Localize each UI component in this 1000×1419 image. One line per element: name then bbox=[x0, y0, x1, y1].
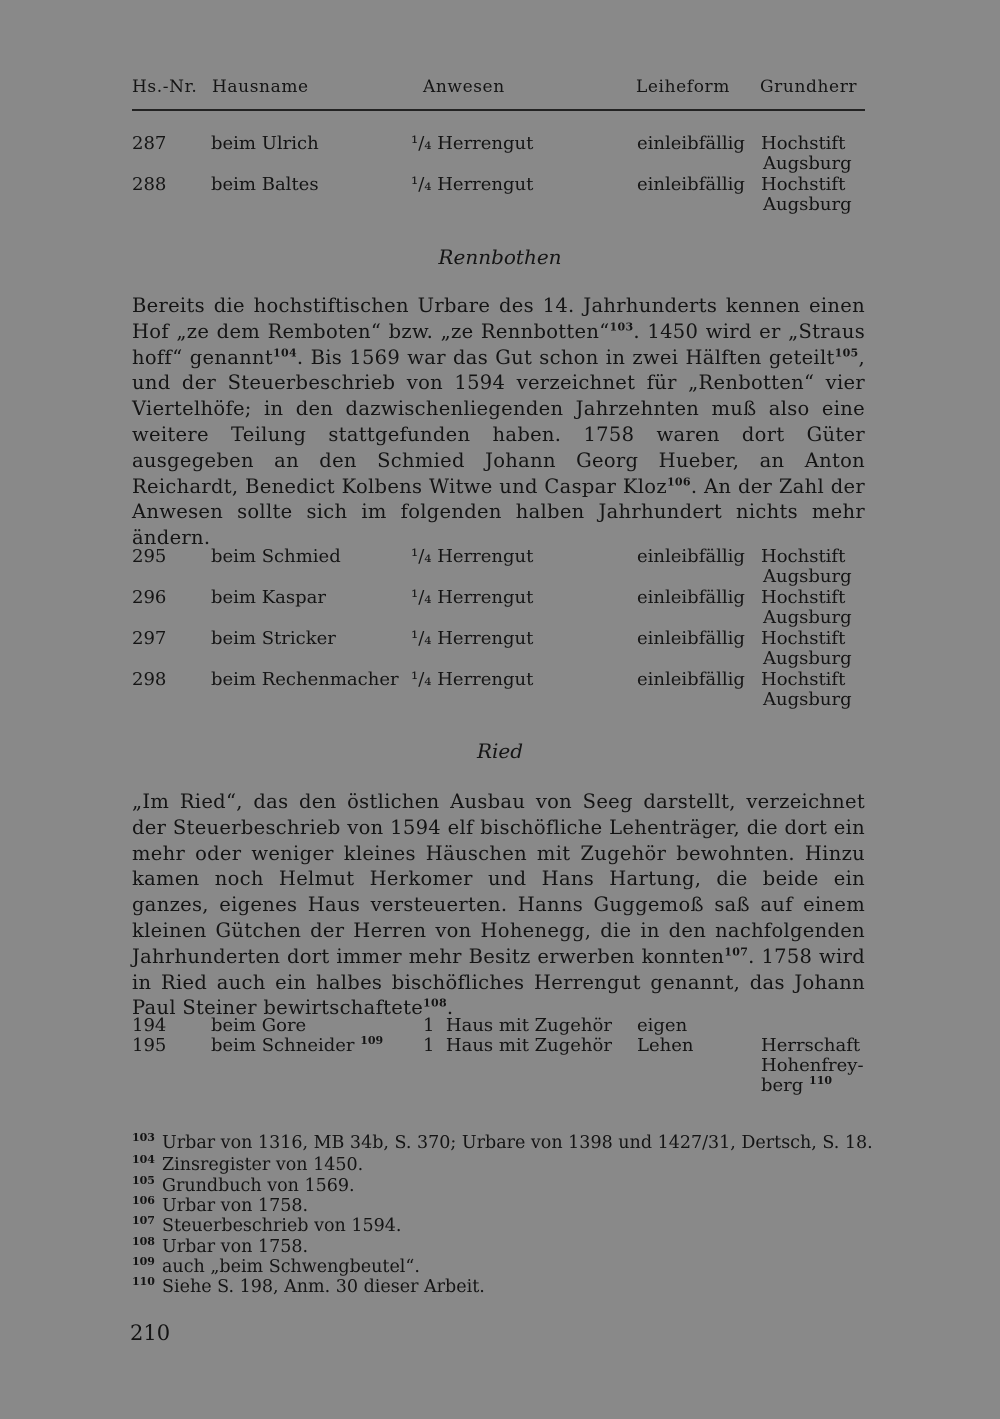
table-row-anwesen: ¹/₄ Herrengut bbox=[411, 174, 534, 195]
table-row-nr: 194 bbox=[132, 1015, 167, 1036]
table-row-hausname: beim Schneider $^{109}$ bbox=[211, 1034, 384, 1056]
table-row-leiheform: Lehen bbox=[637, 1035, 694, 1056]
table-row-hausname: beim Ulrich bbox=[211, 133, 319, 154]
paragraph-rennbothen: Bereits die hochstiftischen Urbare des 14. Jahrhunderts kennen einen Hof „ze dem Remboten“ bzw. „ze Rennbotten“$^{103}$. 1450 wird er „Straus hoff“ genannt$^{104}$. Bis 1569 war das Gut schon in zwei Hälften geteilt$^{105}$, und der Steuerbeschrieb von 1594 verzeichnet für „Renbotten“ vier Viertelhöfe; in den dazwischenliegenden Jahrzehnten muß also eine weitere Teilung stattgefunden haben. 1758 waren dort Güter ausgegeben an den Schmied Johann Georg Hueber, an Anton Reichardt, Benedict Kolbens Witwe und Caspar Kloz$^{106}$. An der Zahl der Anwesen sollte sich im folgenden halben Jahrhundert nichts mehr ändern. bbox=[132, 294, 866, 550]
table-row-leiheform: einleibfällig bbox=[637, 628, 745, 649]
table-row-leiheform: einleibfällig bbox=[637, 669, 745, 690]
table-row-hausname: beim Rechenmacher bbox=[211, 669, 399, 690]
footnote: 109 auch „beim Schwengbeutel“. bbox=[132, 1255, 420, 1277]
footnote: 106 Urbar von 1758. bbox=[132, 1194, 309, 1216]
table-row-anwesen: ¹/₄ Herrengut bbox=[411, 546, 534, 567]
table-row-grundherr: Augsburg bbox=[763, 153, 852, 174]
table-row-leiheform: einleibfällig bbox=[637, 587, 745, 608]
table-row-anwesen: ¹/₄ Herrengut bbox=[411, 628, 534, 649]
section-heading-ried: Ried bbox=[476, 739, 524, 763]
table-row-leiheform: eigen bbox=[637, 1015, 688, 1036]
table-row-grundherr: Hochstift bbox=[761, 628, 846, 649]
table-row-hausname: beim Schmied bbox=[211, 546, 341, 567]
table-row-leiheform: einleibfällig bbox=[637, 133, 745, 154]
table-row-nr: 195 bbox=[132, 1035, 167, 1056]
col-header-grundherr: Grundherr bbox=[760, 77, 858, 97]
table-row-hausname: beim Baltes bbox=[211, 174, 319, 195]
table-row-grundherr: Herrschaft bbox=[761, 1035, 861, 1056]
table-row-grundherr: Hochstift bbox=[761, 133, 846, 154]
table-row-hausname: beim Gore bbox=[211, 1015, 307, 1036]
table-row-grundherr: Hohenfrey- bbox=[761, 1055, 864, 1076]
table-row-nr: 298 bbox=[132, 669, 167, 690]
table-row-nr: 287 bbox=[132, 133, 167, 154]
table-row-grundherr: Augsburg bbox=[763, 648, 852, 669]
table-row-anwesen: ¹/₄ Herrengut bbox=[411, 669, 534, 690]
table-row-anwesen: ¹/₄ Herrengut bbox=[411, 133, 534, 154]
footnote: 105 Grundbuch von 1569. bbox=[132, 1174, 355, 1196]
footnote: 110 Siehe S. 198, Anm. 30 dieser Arbeit. bbox=[132, 1275, 485, 1297]
table-row-leiheform: einleibfällig bbox=[637, 546, 745, 567]
table-row-grundherr: berg $^{110}$ bbox=[761, 1074, 833, 1096]
footnote: 104 Zinsregister von 1450. bbox=[132, 1153, 364, 1175]
footnote: 108 Urbar von 1758. bbox=[132, 1235, 309, 1257]
table-row-hausname: beim Stricker bbox=[211, 628, 336, 649]
page-number: 210 bbox=[130, 1321, 171, 1345]
table-row-leiheform: einleibfällig bbox=[637, 174, 745, 195]
table-row-nr: 288 bbox=[132, 174, 167, 195]
col-header-anwesen: Anwesen bbox=[423, 77, 505, 97]
table-row-hausname: beim Kaspar bbox=[211, 587, 326, 608]
table-row-grundherr: Hochstift bbox=[761, 174, 846, 195]
table-row-grundherr: Augsburg bbox=[763, 689, 852, 710]
table-row-grundherr: Augsburg bbox=[763, 566, 852, 587]
table-row-grundherr: Augsburg bbox=[763, 194, 852, 215]
table-row-nr: 295 bbox=[132, 546, 167, 567]
footnote: 107 Steuerbeschrieb von 1594. bbox=[132, 1214, 402, 1236]
col-header-hausname: Hausname bbox=[212, 77, 309, 97]
table-row-nr: 297 bbox=[132, 628, 167, 649]
table-row-anwesen: 1 Haus mit Zugehör bbox=[423, 1035, 612, 1056]
table-row-grundherr: Augsburg bbox=[763, 607, 852, 628]
header-rule bbox=[132, 109, 865, 111]
col-header-nr: Hs.-Nr. bbox=[132, 77, 198, 97]
table-row-nr: 296 bbox=[132, 587, 167, 608]
section-heading-rennbothen: Rennbothen bbox=[438, 245, 562, 269]
table-row-anwesen: 1 Haus mit Zugehör bbox=[423, 1015, 612, 1036]
table-row-anwesen: ¹/₄ Herrengut bbox=[411, 587, 534, 608]
footnote: 103 Urbar von 1316, MB 34b, S. 370; Urbare von 1398 und 1427/31, Dertsch, S. 18. bbox=[132, 1131, 873, 1153]
table-row-grundherr: Hochstift bbox=[761, 669, 846, 690]
table-row-grundherr: Hochstift bbox=[761, 587, 846, 608]
table-row-grundherr: Hochstift bbox=[761, 546, 846, 567]
paragraph-ried: „Im Ried“, das den östlichen Ausbau von Seeg darstellt, verzeichnet der Steuerbeschrieb von 1594 elf bischöfliche Lehenträger, die dort ein mehr oder weniger kleines Häuschen mit Zugehör bewohnten. Hinzu kamen noch Helmut Herkomer und Hans Hartung, die beide ein ganzes, eigenes Haus versteuerten. Hanns Guggemoß saß auf einem kleinen Gütchen der Herren von Hohenegg, die in den nachfolgenden Jahrhunderten dort immer mehr Besitz erwerben konnten$^{107}$. 1758 wird in Ried auch ein halbes bischöfliches Herrengut genannt, das Johann Paul Steiner bewirtschaftete$^{108}$. bbox=[132, 790, 865, 1020]
col-header-leiheform: Leiheform bbox=[636, 77, 730, 97]
